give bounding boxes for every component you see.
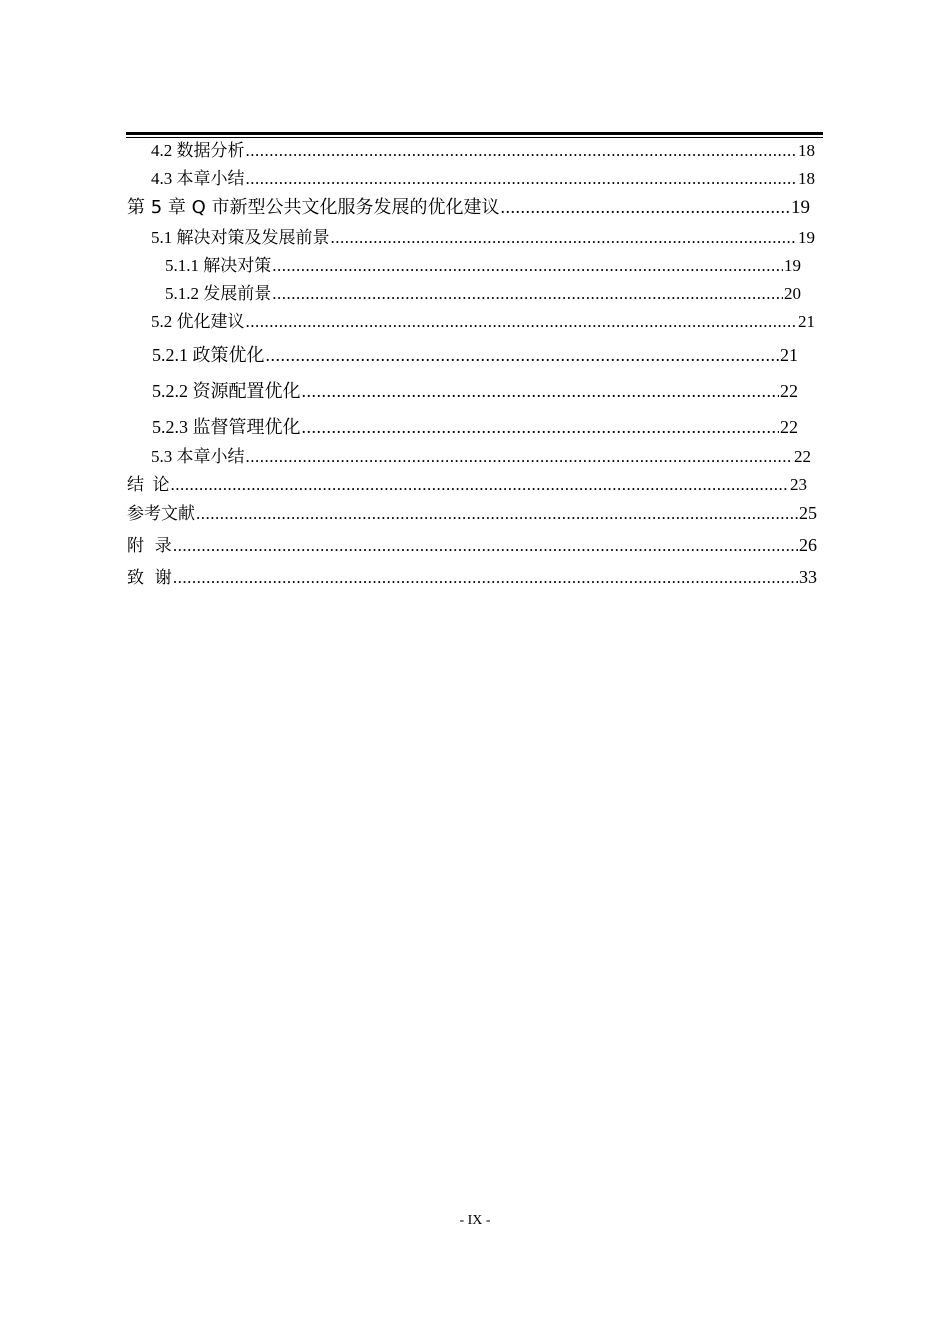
toc-entry-title: 第 5 章 Q 市新型公共文化服务发展的优化建议 xyxy=(127,197,500,218)
toc-entry-5-1[interactable] xyxy=(151,228,815,248)
toc-page-number: 22 xyxy=(794,447,811,466)
toc-dot-leader xyxy=(246,312,798,332)
toc-entry-5-1-2[interactable] xyxy=(165,284,801,304)
toc-page-number: 23 xyxy=(790,475,807,494)
toc-page-number: 25 xyxy=(799,503,817,523)
toc-entry-title: 致 谢 xyxy=(127,568,172,588)
toc-page-number: 19 xyxy=(798,228,815,247)
toc-page-number: 22 xyxy=(780,417,798,437)
toc-page-number: 19 xyxy=(791,197,810,218)
toc-page-number: 21 xyxy=(798,312,815,331)
toc-entry-title: 5.2.1 政策优化 xyxy=(152,345,265,365)
toc-entry-conclusion[interactable] xyxy=(127,475,807,495)
toc-entry-appendix[interactable] xyxy=(127,535,817,557)
toc-dot-leader xyxy=(246,141,798,161)
toc-entry-title: 4.3 本章小结 xyxy=(151,169,245,188)
toc-entry-title: 5.3 本章小结 xyxy=(151,447,245,466)
toc-dot-leader xyxy=(501,197,790,219)
toc-dot-leader xyxy=(246,447,794,467)
toc-dot-leader xyxy=(266,345,780,367)
toc-entry-title: 结 论 xyxy=(127,475,170,494)
toc-dot-leader xyxy=(171,475,790,495)
toc-entry-title: 5.2.3 监督管理优化 xyxy=(152,417,301,437)
toc-dot-leader xyxy=(331,228,798,248)
toc-dot-leader xyxy=(246,169,798,189)
toc-entry-acknowledgements[interactable] xyxy=(127,567,817,589)
toc-dot-leader xyxy=(173,536,798,556)
toc-entry-title: 5.1.1 解决对策 xyxy=(165,256,272,275)
toc-entry-chapter-5[interactable] xyxy=(127,197,810,220)
toc-page-number: 22 xyxy=(780,381,798,401)
toc-entry-5-2-3[interactable] xyxy=(152,417,798,439)
toc-entry-4-3[interactable] xyxy=(151,169,815,189)
toc-entry-title: 参考文献 xyxy=(127,504,195,524)
toc-entry-4-2[interactable] xyxy=(151,141,815,161)
toc-dot-leader xyxy=(272,284,783,304)
toc-entry-title: 5.1.2 发展前景 xyxy=(165,284,272,303)
toc-dot-leader xyxy=(272,256,783,276)
toc-dot-leader xyxy=(196,504,798,524)
toc-entry-title: 附 录 xyxy=(127,536,172,556)
toc-entry-5-2-1[interactable] xyxy=(152,345,798,367)
toc-page-number: 19 xyxy=(784,256,801,275)
toc-page-number: 18 xyxy=(798,141,815,160)
toc-entry-5-2-2[interactable] xyxy=(152,381,798,403)
toc-entry-title: 5.1 解决对策及发展前景 xyxy=(151,228,330,247)
toc-entry-5-2[interactable] xyxy=(151,312,815,332)
header-rule-thin xyxy=(126,137,823,138)
toc-page-number: 20 xyxy=(784,284,801,303)
toc-entry-title: 5.2.2 资源配置优化 xyxy=(152,381,301,401)
toc-page-number: 21 xyxy=(780,345,798,365)
toc-entry-title: 4.2 数据分析 xyxy=(151,141,245,160)
toc-dot-leader xyxy=(302,417,780,439)
toc-entry-references[interactable] xyxy=(127,503,817,525)
toc-dot-leader xyxy=(302,381,780,403)
toc-entry-5-3[interactable] xyxy=(151,447,811,467)
toc-page-number: 26 xyxy=(799,535,817,555)
page-number-footer: - IX - xyxy=(459,1213,491,1228)
header-rule-thick xyxy=(126,132,823,135)
toc-dot-leader xyxy=(173,568,798,588)
toc-page-number: 33 xyxy=(799,567,817,587)
toc-entry-title: 5.2 优化建议 xyxy=(151,312,245,331)
toc-entry-5-1-1[interactable] xyxy=(165,256,801,276)
toc-page-number: 18 xyxy=(798,169,815,188)
